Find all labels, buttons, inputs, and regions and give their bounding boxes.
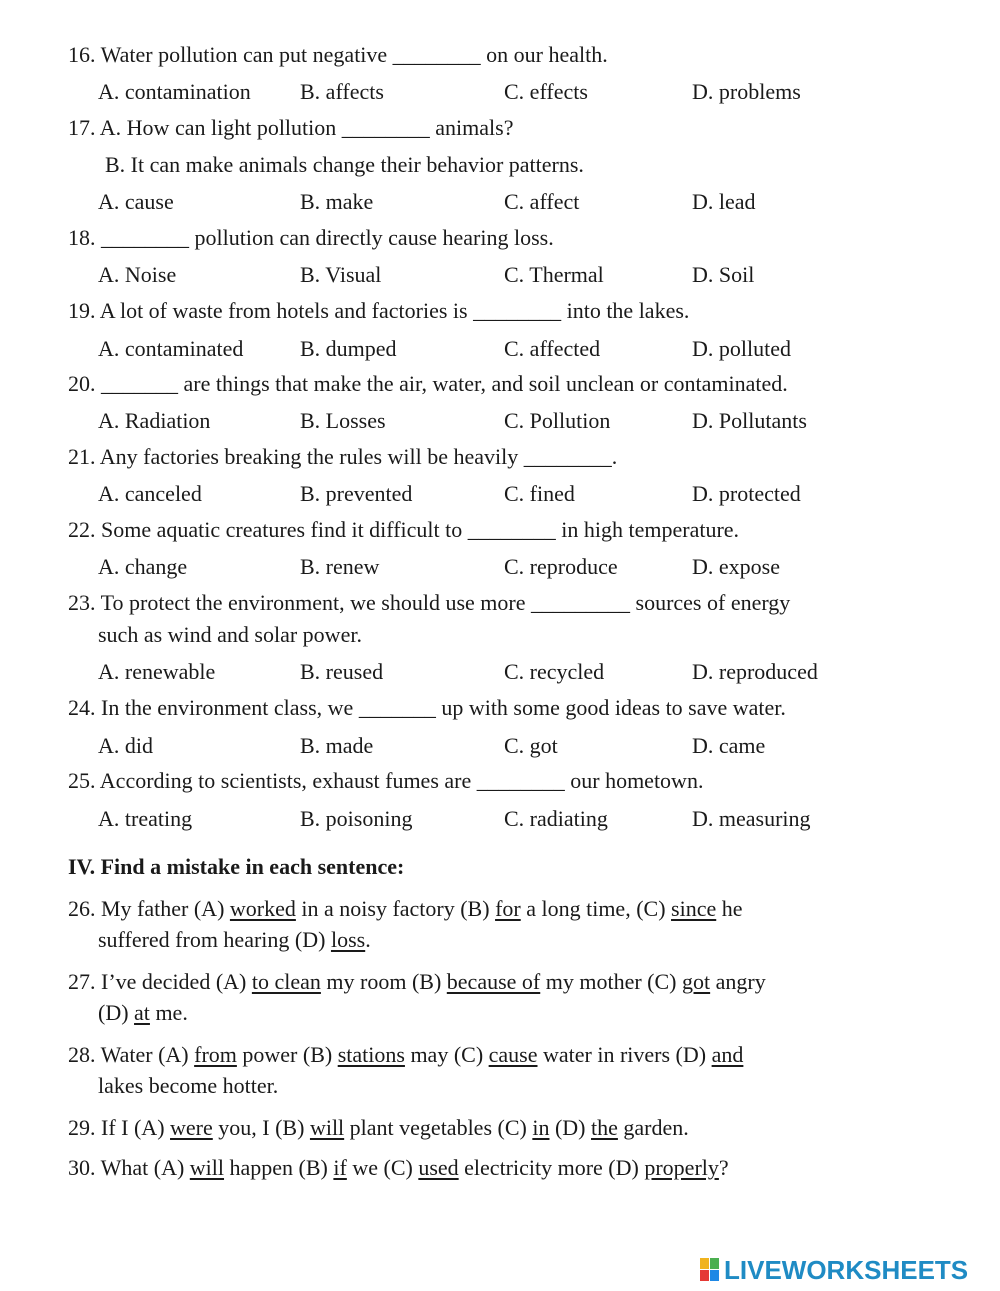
q20-option-d[interactable]: D. Pollutants: [692, 408, 807, 433]
q20-option-b[interactable]: B. Losses: [300, 408, 386, 433]
q16-option-c[interactable]: C. effects: [504, 79, 588, 104]
question-23-stem-continued: such as wind and solar power.: [98, 622, 362, 647]
q24-option-c[interactable]: C. got: [504, 733, 558, 758]
q17-option-c[interactable]: C. affect: [504, 189, 580, 214]
question-28-line-2: lakes become hotter.: [98, 1073, 279, 1098]
q18-option-d[interactable]: D. Soil: [692, 262, 755, 287]
q24-option-d[interactable]: D. came: [692, 733, 766, 758]
q28-part-c[interactable]: cause: [488, 1042, 538, 1067]
q27-part-b[interactable]: because of: [446, 969, 541, 994]
q21-option-c[interactable]: C. fined: [504, 481, 575, 506]
q21-option-d[interactable]: D. protected: [692, 481, 801, 506]
q28-part-a[interactable]: from: [194, 1042, 237, 1067]
question-22-stem: 22. Some aquatic creatures find it difficult to ________ in high temperature.: [68, 517, 740, 542]
q30-part-d[interactable]: properly: [644, 1155, 719, 1180]
q17-option-d[interactable]: D. lead: [692, 189, 756, 214]
q30-part-c[interactable]: used: [418, 1155, 459, 1180]
q24-option-a[interactable]: A. did: [98, 733, 153, 758]
logo-text: LIVEWORKSHEETS: [724, 1255, 969, 1285]
q22-option-b[interactable]: B. renew: [300, 554, 380, 579]
question-20-stem: 20. _______ are things that make the air, water, and soil unclean or contaminated.: [68, 371, 788, 396]
q28-part-d[interactable]: and: [711, 1042, 744, 1067]
q22-option-a[interactable]: A. change: [98, 554, 188, 579]
question-21-stem: 21. Any factories breaking the rules will be heavily ________.: [68, 444, 618, 469]
q27-part-d[interactable]: at: [134, 1000, 150, 1025]
q17-option-a[interactable]: A. cause: [98, 189, 174, 214]
q29-part-a[interactable]: were: [170, 1115, 213, 1140]
q19-option-b[interactable]: B. dumped: [300, 336, 397, 361]
q16-option-d[interactable]: D. problems: [692, 79, 801, 104]
q18-option-c[interactable]: C. Thermal: [504, 262, 604, 287]
question-25-stem: 25. According to scientists, exhaust fumes are ________ our hometown.: [68, 768, 704, 793]
q28-part-b[interactable]: stations: [337, 1042, 405, 1067]
q20-option-a[interactable]: A. Radiation: [98, 408, 211, 433]
question-16-stem: 16. Water pollution can put negative ________ on our health.: [68, 42, 608, 67]
q17-option-b[interactable]: B. make: [300, 189, 374, 214]
q23-option-b[interactable]: B. reused: [300, 659, 384, 684]
question-18-stem: 18. ________ pollution can directly cause hearing loss.: [68, 225, 554, 250]
q23-option-d[interactable]: D. reproduced: [692, 659, 818, 684]
q25-option-b[interactable]: B. poisoning: [300, 806, 413, 831]
q29-part-b[interactable]: will: [309, 1115, 345, 1140]
question-26-line-1: 26. My father (A) worked in a noisy factory (B) for a long time, (C) since he: [68, 896, 743, 921]
q29-part-c[interactable]: in: [532, 1115, 550, 1140]
q29-part-d[interactable]: the: [591, 1115, 618, 1140]
q23-option-c[interactable]: C. recycled: [504, 659, 605, 684]
question-27-line-1: 27. I’ve decided (A) to clean my room (B) because of my mother (C) got angry: [68, 969, 766, 994]
q22-option-c[interactable]: C. reproduce: [504, 554, 618, 579]
q26-part-a[interactable]: worked: [229, 896, 296, 921]
q16-option-a[interactable]: A. contamination: [98, 79, 251, 104]
q20-option-c[interactable]: C. Pollution: [504, 408, 611, 433]
question-17-response: B. It can make animals change their behavior patterns.: [105, 152, 584, 177]
q19-option-a[interactable]: A. contaminated: [98, 336, 244, 361]
q19-option-d[interactable]: D. polluted: [692, 336, 791, 361]
question-28-line-1: 28. Water (A) from power (B) stations may (C) cause water in rivers (D) and: [68, 1042, 744, 1067]
q25-option-c[interactable]: C. radiating: [504, 806, 608, 831]
question-29-line: 29. If I (A) were you, I (B) will plant vegetables (C) in (D) the garden.: [68, 1115, 689, 1140]
question-30-line: 30. What (A) will happen (B) if we (C) used electricity more (D) properly?: [68, 1155, 729, 1180]
q21-option-a[interactable]: A. canceled: [98, 481, 202, 506]
liveworksheets-logo[interactable]: [700, 1256, 1000, 1284]
q25-option-d[interactable]: D. measuring: [692, 806, 811, 831]
question-27-line-2: (D) at me.: [98, 1000, 188, 1025]
q30-part-b[interactable]: if: [333, 1155, 347, 1180]
section-heading: IV. Find a mistake in each sentence:: [68, 854, 405, 879]
q27-part-a[interactable]: to clean: [251, 969, 321, 994]
q18-option-b[interactable]: B. Visual: [300, 262, 382, 287]
question-17-stem: 17. A. How can light pollution ________ animals?: [68, 115, 514, 140]
q23-option-a[interactable]: A. renewable: [98, 659, 216, 684]
q25-option-a[interactable]: A. treating: [98, 806, 193, 831]
question-26-line-2: suffered from hearing (D) loss.: [98, 927, 371, 952]
question-23-stem: 23. To protect the environment, we should use more _________ sources of energy: [68, 590, 791, 615]
q24-option-b[interactable]: B. made: [300, 733, 374, 758]
q22-option-d[interactable]: D. expose: [692, 554, 780, 579]
q26-part-c[interactable]: since: [671, 896, 717, 921]
question-19-stem: 19. A lot of waste from hotels and factories is ________ into the lakes.: [68, 298, 690, 323]
q26-part-b[interactable]: for: [495, 896, 521, 921]
question-24-stem: 24. In the environment class, we _______ up with some good ideas to save water.: [68, 695, 786, 720]
q16-option-b[interactable]: B. affects: [300, 79, 384, 104]
q21-option-b[interactable]: B. prevented: [300, 481, 413, 506]
q19-option-c[interactable]: C. affected: [504, 336, 601, 361]
logo-blocks-icon: [700, 1258, 720, 1282]
q18-option-a[interactable]: A. Noise: [98, 262, 177, 287]
q27-part-c[interactable]: got: [682, 969, 711, 994]
q26-part-d[interactable]: loss: [330, 927, 366, 952]
q30-part-a[interactable]: will: [189, 1155, 225, 1180]
